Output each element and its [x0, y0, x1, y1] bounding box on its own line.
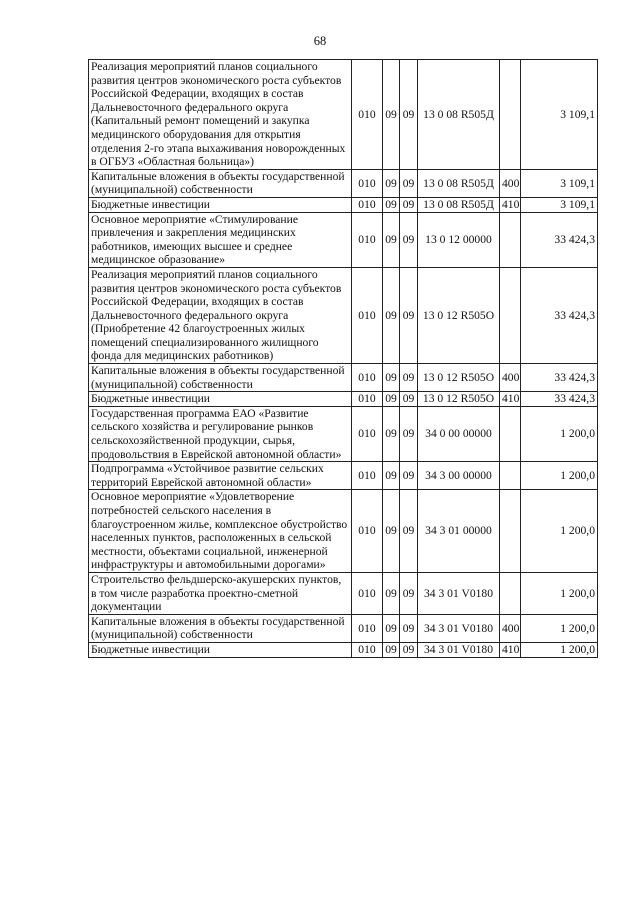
target-article-cell: 13 0 08 R505Д: [418, 197, 500, 212]
amount-cell: 33 424,3: [521, 267, 598, 363]
ministry-code-cell: 010: [352, 364, 383, 392]
row-name-cell: Капитальные вложения в объекты государственной (муниципальной) собственности: [89, 169, 352, 197]
amount-cell: 3 109,1: [521, 60, 598, 170]
row-name-cell: Капитальные вложения в объекты государственной (муниципальной) собственности: [89, 614, 352, 642]
amount-cell: 33 424,3: [521, 364, 598, 392]
ministry-code-cell: 010: [352, 392, 383, 407]
row-name-cell: Бюджетные инвестиции: [89, 642, 352, 657]
ministry-code-cell: 010: [352, 406, 383, 461]
target-article-cell: 13 0 08 R505Д: [418, 169, 500, 197]
section-code-cell: 09: [383, 406, 400, 461]
amount-cell: 1 200,0: [521, 572, 598, 614]
amount-cell: 1 200,0: [521, 462, 598, 490]
row-name-cell: Капитальные вложения в объекты государственной (муниципальной) собственности: [89, 364, 352, 392]
table-row: [89, 462, 598, 490]
expense-type-cell: [500, 212, 521, 267]
target-article-cell: 13 0 12 R505О: [418, 392, 500, 407]
table-row: [89, 642, 598, 657]
ministry-code-cell: 010: [352, 572, 383, 614]
ministry-code-cell: 010: [352, 462, 383, 490]
row-name-cell: Государственная программа ЕАО «Развитие сельского хозяйства и регулирование рынков сельскохозяйственной продукции, сырья, продовольствия в Еврейской автономной области»: [89, 406, 352, 461]
table-row: [89, 364, 598, 392]
expense-type-cell: 410: [500, 197, 521, 212]
row-name-cell: Подпрограмма «Устойчивое развитие сельских территорий Еврейской автономной области»: [89, 462, 352, 490]
section-code-cell: 09: [383, 490, 400, 573]
row-name-cell: Реализация мероприятий планов социального развития центров экономического роста субъектов Российской Федерации, входящих в состав Дальневосточного федерального округа (Капитальный ремонт помещений и закупка медицинского оборудования для открытия отделения 2-го этапа выхаживания новорожденных в ОГБУЗ «Областная больница»): [89, 60, 352, 170]
row-name-cell: Основное мероприятие «Удовлетворение потребностей сельского населения в благоустроенном жилье, комплексное обустройство населенных пунктов, расположенных в сельской местности, объектами социальной, инженерной инфраструктуры и автомобильными дорогами»: [89, 490, 352, 573]
subsection-code-cell: 09: [400, 364, 418, 392]
section-code-cell: 09: [383, 364, 400, 392]
ministry-code-cell: 010: [352, 60, 383, 170]
section-code-cell: 09: [383, 212, 400, 267]
subsection-code-cell: 09: [400, 60, 418, 170]
target-article-cell: 13 0 12 R505О: [418, 364, 500, 392]
expense-type-cell: 410: [500, 642, 521, 657]
target-article-cell: 13 0 08 R505Д: [418, 60, 500, 170]
section-code-cell: 09: [383, 642, 400, 657]
expense-type-cell: 400: [500, 169, 521, 197]
expense-type-cell: [500, 406, 521, 461]
amount-cell: 1 200,0: [521, 406, 598, 461]
expense-type-cell: [500, 462, 521, 490]
table-body: [89, 60, 598, 658]
table-row: [89, 212, 598, 267]
row-name-cell: Бюджетные инвестиции: [89, 392, 352, 407]
table-row: [89, 60, 598, 170]
ministry-code-cell: 010: [352, 642, 383, 657]
expense-type-cell: 400: [500, 364, 521, 392]
ministry-code-cell: 010: [352, 197, 383, 212]
expense-type-cell: [500, 490, 521, 573]
ministry-code-cell: 010: [352, 169, 383, 197]
target-article-cell: 13 0 12 R505О: [418, 267, 500, 363]
subsection-code-cell: 09: [400, 267, 418, 363]
subsection-code-cell: 09: [400, 392, 418, 407]
row-name-cell: Бюджетные инвестиции: [89, 197, 352, 212]
target-article-cell: 34 3 00 00000: [418, 462, 500, 490]
section-code-cell: 09: [383, 614, 400, 642]
subsection-code-cell: 09: [400, 462, 418, 490]
amount-cell: 1 200,0: [521, 614, 598, 642]
amount-cell: 1 200,0: [521, 490, 598, 573]
amount-cell: 3 109,1: [521, 197, 598, 212]
section-code-cell: 09: [383, 462, 400, 490]
subsection-code-cell: 09: [400, 212, 418, 267]
ministry-code-cell: 010: [352, 212, 383, 267]
expense-type-cell: 410: [500, 392, 521, 407]
budget-table: [88, 59, 598, 658]
table-row: [89, 572, 598, 614]
amount-cell: 1 200,0: [521, 642, 598, 657]
expense-type-cell: [500, 572, 521, 614]
amount-cell: 33 424,3: [521, 212, 598, 267]
row-name-cell: Строительство фельдшерско-акушерских пунктов, в том числе разработка проектно-сметной документации: [89, 572, 352, 614]
target-article-cell: 13 0 12 00000: [418, 212, 500, 267]
expense-type-cell: 400: [500, 614, 521, 642]
amount-cell: 3 109,1: [521, 169, 598, 197]
target-article-cell: 34 3 01 V0180: [418, 614, 500, 642]
amount-cell: 33 424,3: [521, 392, 598, 407]
table-row: [89, 490, 598, 573]
table-row: [89, 392, 598, 407]
table-row: [89, 169, 598, 197]
row-name-cell: Реализация мероприятий планов социального развития центров экономического роста субъектов Российской Федерации, входящих в состав Дальневосточного федерального округа (Приобретение 42 благоустроенных жилых помещений специализированного жилищного фонда для медицинских работников): [89, 267, 352, 363]
ministry-code-cell: 010: [352, 490, 383, 573]
target-article-cell: 34 3 01 00000: [418, 490, 500, 573]
subsection-code-cell: 09: [400, 490, 418, 573]
subsection-code-cell: 09: [400, 642, 418, 657]
expense-type-cell: [500, 267, 521, 363]
section-code-cell: 09: [383, 392, 400, 407]
table-row: [89, 406, 598, 461]
ministry-code-cell: 010: [352, 614, 383, 642]
section-code-cell: 09: [383, 197, 400, 212]
target-article-cell: 34 0 00 00000: [418, 406, 500, 461]
subsection-code-cell: 09: [400, 614, 418, 642]
subsection-code-cell: 09: [400, 572, 418, 614]
table-row: [89, 267, 598, 363]
table-row: [89, 197, 598, 212]
subsection-code-cell: 09: [400, 406, 418, 461]
section-code-cell: 09: [383, 169, 400, 197]
subsection-code-cell: 09: [400, 197, 418, 212]
section-code-cell: 09: [383, 60, 400, 170]
section-code-cell: 09: [383, 572, 400, 614]
table-row: [89, 614, 598, 642]
section-code-cell: 09: [383, 267, 400, 363]
ministry-code-cell: 010: [352, 267, 383, 363]
subsection-code-cell: 09: [400, 169, 418, 197]
expense-type-cell: [500, 60, 521, 170]
page-number: 68: [313, 34, 327, 48]
target-article-cell: 34 3 01 V0180: [418, 642, 500, 657]
target-article-cell: 34 3 01 V0180: [418, 572, 500, 614]
row-name-cell: Основное мероприятие «Стимулирование привлечения и закрепления медицинских работников, имеющих высшее и среднее медицинское образование»: [89, 212, 352, 267]
